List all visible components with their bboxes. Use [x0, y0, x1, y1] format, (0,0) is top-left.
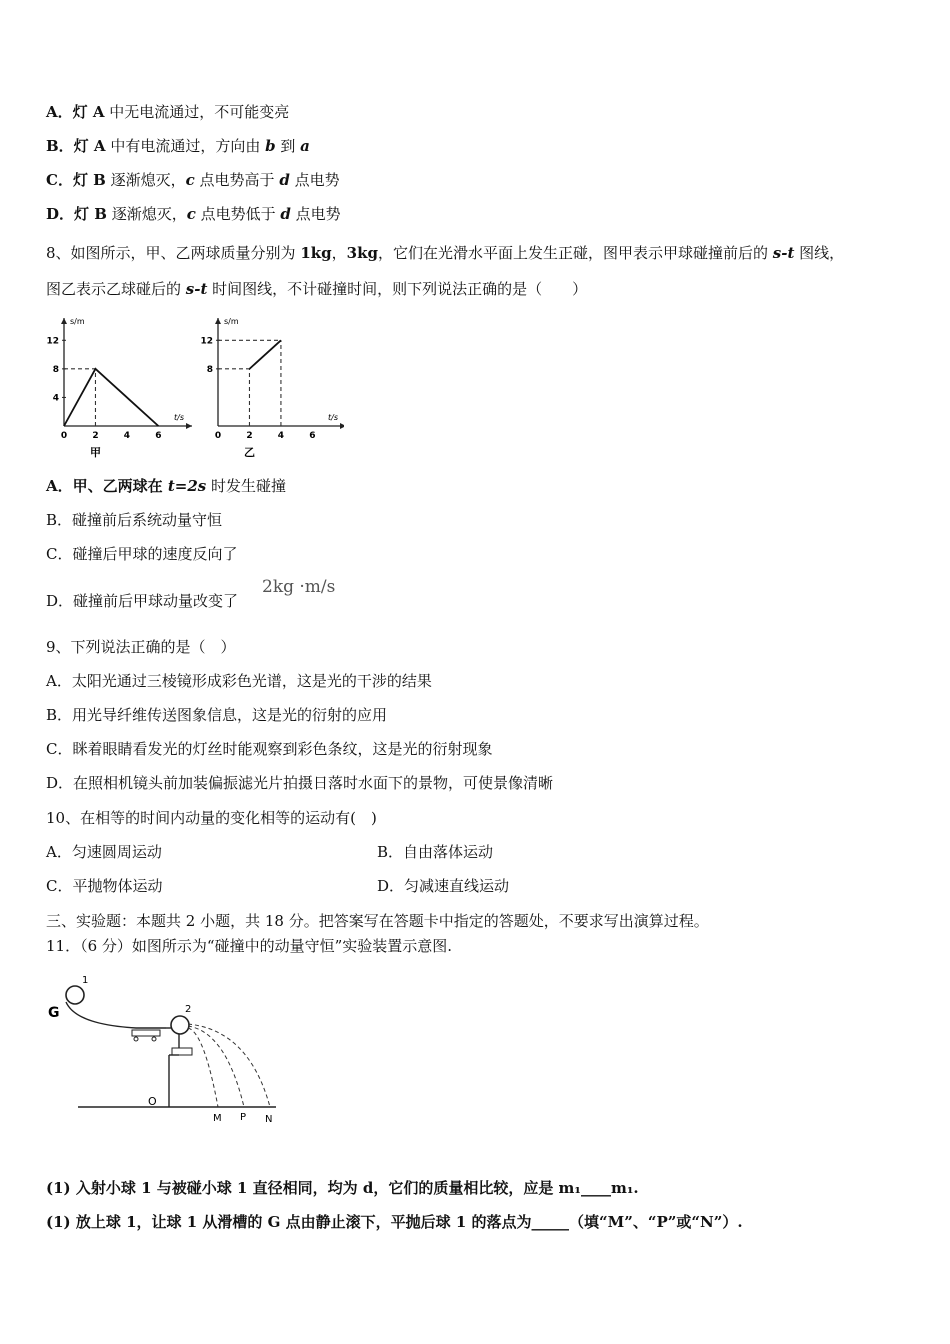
x-tick-label: 0: [60, 431, 68, 441]
y-tick-label: 12: [200, 336, 213, 347]
y-axis-label: s/m: [70, 317, 85, 326]
q8-option-c: C．碰撞后甲球的速度反向了: [46, 545, 238, 563]
series-line: [64, 369, 158, 426]
q11-sub2: (1) 放上球 1，让球 1 从滑槽的 G 点由静止滚下，平抛后球 1 的落点为_____（填“M”、“P”或“N”）.: [46, 1213, 743, 1231]
x-tick-label: 4: [277, 431, 285, 441]
q11-apparatus-figure: [44, 968, 284, 1128]
q8-option-d: D．碰撞前后甲球动量改变了: [46, 592, 239, 610]
g-label: G: [48, 1005, 60, 1021]
x-axis-arrow: [186, 423, 192, 429]
q9-option-d: D．在照相机镜头前加装偏振滤光片拍摄日落时水面下的景物，可使景像清晰: [46, 774, 554, 792]
x-tick-label: 2: [92, 431, 99, 441]
ball-2-label: 2: [185, 1004, 192, 1015]
q10-stem: 10、在相等的时间内动量的变化相等的运动有( ): [46, 809, 377, 827]
q8-option-b: B．碰撞前后系统动量守恒: [46, 511, 223, 529]
x-axis-arrow: [340, 423, 344, 429]
trajectory-n: [188, 1024, 270, 1107]
p-label: P: [240, 1112, 247, 1123]
y-axis-arrow: [61, 318, 67, 324]
q10-option-a: A．匀速圆周运动: [46, 843, 162, 861]
ball-1: [66, 986, 84, 1004]
q10-option-d: D．匀减速直线运动: [377, 877, 510, 895]
m-label: M: [213, 1113, 222, 1124]
x-tick-label: 4: [123, 431, 131, 441]
y-tick-label: 8: [52, 364, 59, 375]
q8-charts: [44, 312, 344, 460]
q8-option-a: A．甲、乙两球在 t=2s 时发生碰撞: [46, 477, 287, 495]
q8-stem-line1: 8、如图所示，甲、乙两球质量分别为 1kg，3kg，它们在光滑水平面上发生正碰，图甲表示甲球碰撞前后的 s-t 图线，: [46, 244, 845, 262]
section3-heading: 三、实验题：本题共 2 小题，共 18 分。把答案写在答题卡中指定的答题处，不要求写出演算过程。: [46, 912, 709, 930]
q10-option-b: B．自由落体运动: [377, 843, 494, 861]
x-tick-label: 0: [214, 431, 222, 441]
q11-sub1: (1) 入射小球 1 与被碰小球 1 直径相同，均为 d，它们的质量相比较，应是 m₁____m₁.: [46, 1179, 639, 1197]
y-tick-label: 8: [206, 364, 213, 375]
ball-2: [171, 1016, 189, 1034]
y-tick-label: 4: [52, 393, 59, 404]
ball-1-label: 1: [82, 975, 89, 986]
trajectory-p: [188, 1026, 244, 1107]
q7-option-a: A．灯 A 中无电流通过，不可能变亮: [46, 103, 290, 121]
q9-option-b: B．用光导纤维传送图象信息，这是光的衍射的应用: [46, 706, 388, 724]
y-axis-label: s/m: [224, 317, 239, 326]
chute: [66, 1002, 166, 1028]
x-tick-label: 6: [155, 431, 162, 441]
q8-option-d-unit: 2kg ·m/s: [262, 577, 336, 597]
y-axis-arrow: [215, 318, 221, 324]
chute-cart: [132, 1030, 160, 1036]
q11-stem: 11．（6 分）如图所示为“碰撞中的动量守恒”实验装置示意图.: [46, 937, 453, 955]
q10-option-c: C．平抛物体运动: [46, 877, 163, 895]
x-axis-label: t/s: [174, 413, 184, 422]
x-axis-label: t/s: [328, 413, 338, 422]
q7-option-d: D．灯 B 逐渐熄灭，c 点电势低于 d 点电势: [46, 205, 341, 223]
origin-label: O: [148, 1095, 157, 1108]
q7-option-b: B．灯 A 中有电流通过，方向由 b 到 a: [46, 137, 310, 155]
q9-option-c: C．眯着眼睛看发光的灯丝时能观察到彩色条纹，这是光的衍射现象: [46, 740, 493, 758]
q9-stem: 9、下列说法正确的是（ ）: [46, 638, 236, 656]
chart-jia: [46, 317, 192, 459]
chart-title: 乙: [243, 446, 255, 459]
q9-option-a: A．太阳光通过三棱镜形成彩色光谱，这是光的干涉的结果: [46, 672, 432, 690]
x-tick-label: 2: [246, 431, 253, 441]
chart-title: 甲: [89, 446, 101, 459]
x-tick-label: 6: [309, 431, 316, 441]
q8-stem-line2: 图乙表示乙球碰后的 s-t 时间图线，不计碰撞时间，则下列说法正确的是（ ）: [46, 280, 588, 298]
q7-option-c: C．灯 B 逐渐熄灭，c 点电势高于 d 点电势: [46, 171, 340, 189]
n-label: N: [265, 1114, 273, 1125]
y-tick-label: 12: [46, 336, 59, 347]
series-line: [249, 340, 280, 369]
chart-yi: [200, 317, 344, 459]
